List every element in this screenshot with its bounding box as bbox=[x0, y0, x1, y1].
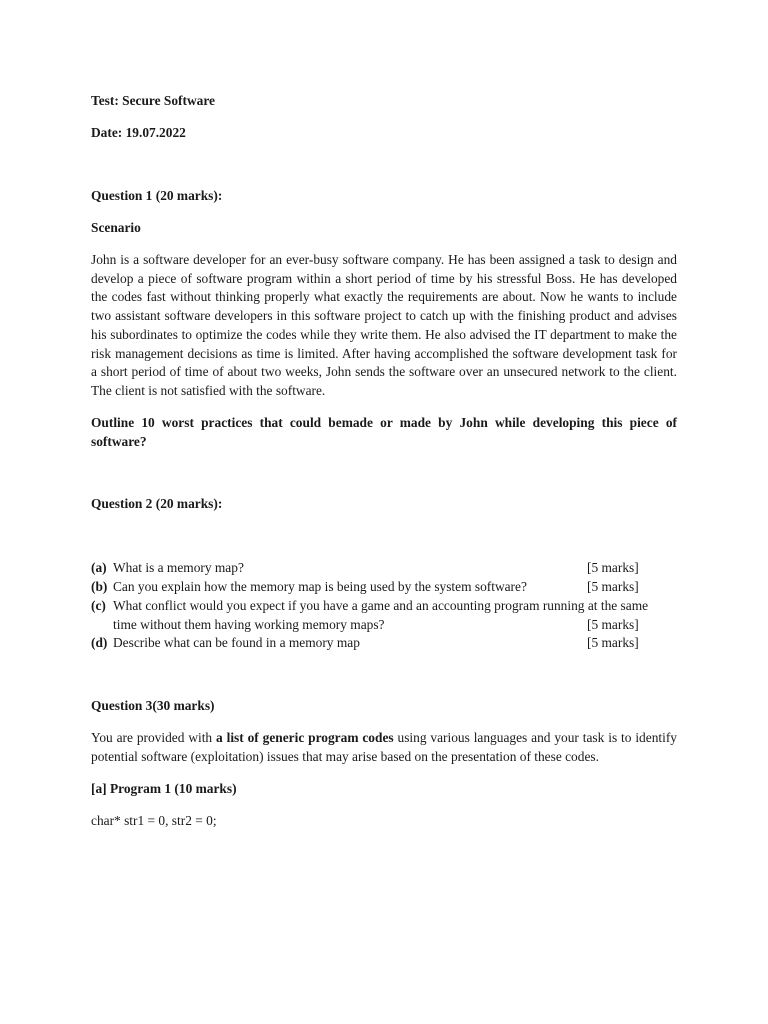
item-text-line-1: What conflict would you expect if you have a game and an accounting program running at the same bbox=[113, 598, 649, 613]
question-2-heading: Question 2 (20 marks): bbox=[91, 496, 223, 511]
item-letter: (c) bbox=[91, 598, 106, 613]
item-text-line-2: time without them having working memory maps? bbox=[113, 617, 385, 632]
item-letter: (a) bbox=[91, 560, 107, 575]
intro-text-end: using various languages and your task is to identify potential software (exploitation) issues that may arise based on the presentation of these codes. bbox=[91, 730, 677, 764]
item-letter: (d) bbox=[91, 635, 108, 650]
item-marks: [5 marks] bbox=[587, 635, 639, 650]
question-2-item-a bbox=[91, 559, 651, 578]
item-text: What is a memory map? bbox=[113, 560, 244, 575]
item-marks: [5 marks] bbox=[587, 617, 639, 632]
item-text: Describe what can be found in a memory map bbox=[113, 635, 360, 650]
question-2-item-c bbox=[91, 597, 691, 635]
code-line: char* str1 = 0, str2 = 0; bbox=[91, 813, 217, 828]
intro-text-start: You are provided with bbox=[91, 730, 217, 745]
item-marks: [5 marks] bbox=[587, 560, 639, 575]
question-2-item-b bbox=[91, 578, 651, 597]
program-1-heading: [a] Program 1 (10 marks) bbox=[91, 781, 237, 796]
question-1-task: Outline 10 worst practices that could bemade or made by John while developing this piece of software? bbox=[91, 415, 677, 449]
question-3-heading: Question 3(30 marks) bbox=[91, 698, 215, 713]
test-date: Date: 19.07.2022 bbox=[91, 125, 186, 140]
item-marks: [5 marks] bbox=[587, 579, 639, 594]
question-3-intro bbox=[91, 729, 677, 766]
item-letter: (b) bbox=[91, 579, 108, 594]
scenario-paragraph: John is a software developer for an ever-busy software company. He has been assigned a task to design and develop a piece of software program within a short period of time by his stressful Boss. He has developed the codes fast without thinking properly what exactly the requirements are about. Now he wants to include two assistant software developers in this software project to catch up with the finishing product and advises his subordinates to optimize the codes while they write them. He also advised the IT department to make the risk management decisions as time is limited. After having accomplished the software development task for a short period of time of about two weeks, John sends the software over an unsecured network to the client. The client is not satisfied with the software. bbox=[91, 252, 677, 398]
question-2-item-d bbox=[91, 634, 651, 653]
scenario-heading: Scenario bbox=[91, 220, 141, 235]
item-text: Can you explain how the memory map is being used by the system software? bbox=[113, 579, 527, 594]
test-title: Test: Secure Software bbox=[91, 93, 215, 108]
question-1-heading: Question 1 (20 marks): bbox=[91, 188, 223, 203]
intro-text-emphasis: a list of generic program codes bbox=[216, 730, 394, 745]
